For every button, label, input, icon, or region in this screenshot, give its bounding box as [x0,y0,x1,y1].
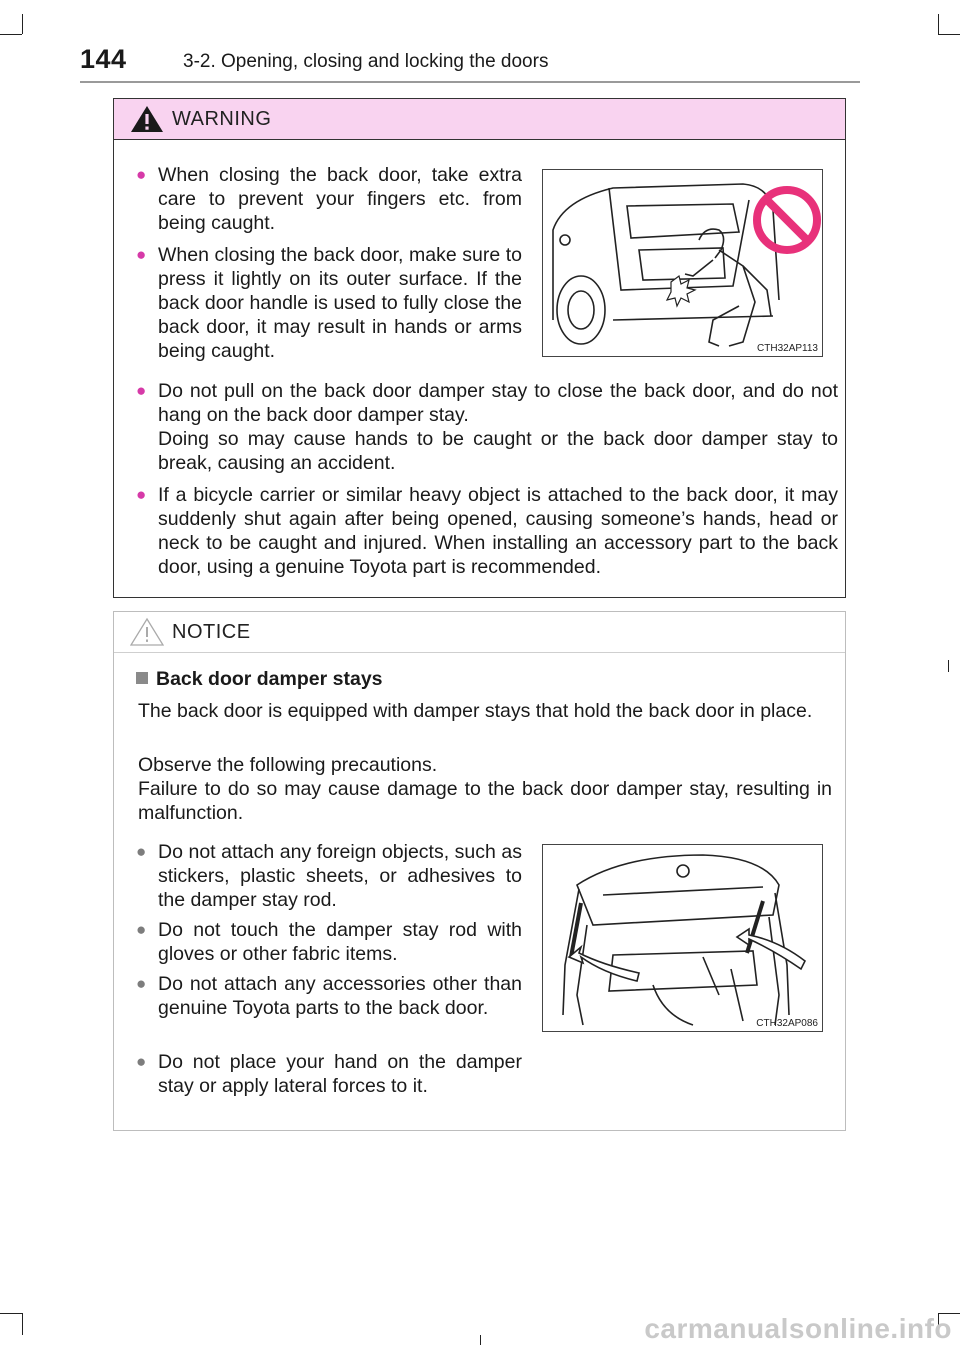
warning-item-text: Do not pull on the back door damper stay to close the back door, and do not hang on the back door damper stay. [158,380,838,426]
crop-mark [938,14,939,34]
warning-triangle-icon [130,104,164,134]
notice-item-text: Do not touch the damper stay rod with gloves or other fabric items. [158,919,522,965]
warning-label: WARNING [172,108,272,130]
notice-paragraph: Observe the following precautions. [138,754,438,776]
damper-stay-illustration [542,844,823,1032]
warning-item-text: When closing the back door, make sure to press it lightly on its outer surface. If the back door handle is used to fully close the back door, it may result in hands or arms being caught. [158,244,522,362]
warning-item [136,483,838,579]
notice-paragraph: Failure to do so may cause damage to the back door damper stay, resulting in malfunction. [138,778,832,824]
crop-mark [22,1313,23,1335]
warning-item [136,379,838,475]
warning-header [114,99,845,140]
crop-mark [22,14,23,34]
notice-subheading-text: Back door damper stays [156,668,383,690]
figure-code: CTH32AP086 [756,1018,818,1029]
warning-item-text: Doing so may cause hands to be caught or the back door damper stay to break, causing an accident. [158,428,838,474]
bullet-icon: ● [136,920,147,939]
bullet-icon: ● [136,165,147,184]
back-door-closing-illustration [542,169,823,357]
notice-header [114,612,845,653]
header-rule [80,81,860,83]
bullet-icon: ● [136,974,147,993]
bullet-icon: ● [136,485,147,504]
notice-item-text: Do not attach any foreign objects, such as stickers, plastic sheets, or adhesives to the damper stay rod. [158,841,522,911]
figure-code: CTH32AP113 [757,343,818,354]
square-bullet-icon [136,672,148,684]
crop-mark [0,1313,22,1314]
crop-mark [480,1335,481,1345]
warning-item-text: When closing the back door, take extra care to prevent your fingers etc. from being caught. [158,164,522,234]
watermark: carmanualsonline.info [644,1313,952,1344]
caution-triangle-icon [130,617,164,647]
warning-item-text: If a bicycle carrier or similar heavy object is attached to the back door, it may suddenly shut again after being opened, causing someone’s hands, head or neck to be caught and injured. When installing an accessory part to the back door, using a genuine Toyota part is recommended. [158,484,838,578]
bullet-icon: ● [136,1052,147,1071]
bullet-icon: ● [136,245,147,264]
page-header [80,44,880,84]
back-door-closing-figure [543,170,822,356]
notice-item-text: Do not place your hand on the damper stay or apply lateral forces to it. [158,1051,522,1097]
warning-item [136,243,522,363]
warning-item [136,163,522,235]
damper-stay-figure [543,845,822,1031]
notice-label: NOTICE [172,621,251,643]
bullet-icon: ● [136,381,147,400]
section-title: 3-2. Opening, closing and locking the doors [183,51,549,72]
page-number: 144 [80,44,127,74]
notice-box [113,611,846,1131]
notice-item [136,1050,522,1098]
bullet-icon: ● [136,842,147,861]
crop-mark [948,660,949,672]
warning-box [113,98,846,598]
notice-item [136,918,522,966]
notice-item [136,972,522,1020]
notice-subheading [136,668,383,691]
notice-item-text: Do not attach any accessories other than genuine Toyota parts to the back door. [158,973,522,1019]
notice-paragraph: The back door is equipped with damper stays that hold the back door in place. [138,700,813,722]
crop-mark [0,34,22,35]
notice-item [136,840,522,912]
crop-mark [938,34,960,35]
